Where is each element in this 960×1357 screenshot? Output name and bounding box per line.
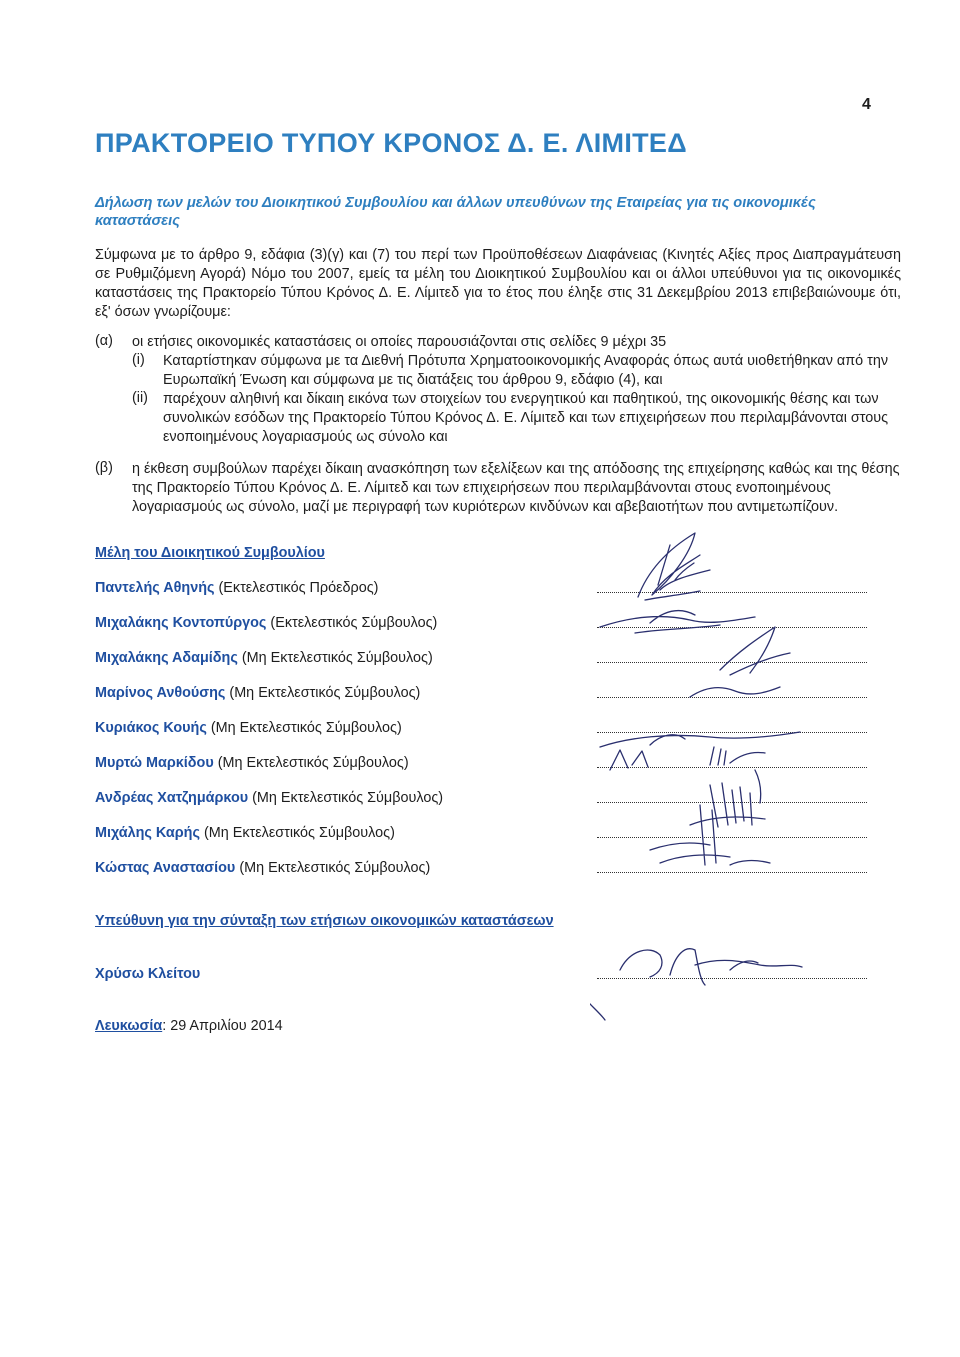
member-name: Κυριάκος Κουής [95, 720, 207, 736]
board-members-heading: Μέλη του Διοικητικού Συμβουλίου [95, 545, 325, 561]
item-a-ii-marker: (ii) [132, 390, 148, 406]
member-row [95, 825, 395, 841]
member-name: Ανδρέας Χατζημάρκου [95, 790, 249, 806]
member-name: Μιχαλάκης Αδαμίδης [95, 650, 238, 666]
member-role: (Μη Εκτελεστικός Σύμβουλος) [252, 790, 444, 806]
member-row [95, 580, 378, 596]
handwritten-signatures-icon [590, 525, 910, 1025]
item-a-ii-text: παρέχουν αληθινή και δίκαιη εικόνα των στοιχείων του ενεργητικού και παθητικού, της οικονομικής θέσης και των συνολικών εσόδων της Πρακτορείο Τύπου Κρόνος Δ. Ε. Λίμιτεδ και των επιχειρήσεων που περιλαμβάνονται στους ενοποιημένους λογαριασμούς ως σύνολο και [163, 391, 889, 445]
member-row [95, 685, 420, 701]
item-a-text: οι ετήσιες οικονομικές καταστάσεις οι οποίες παρουσιάζονται στις σελίδες 9 μέχρι 35 [132, 334, 667, 350]
responsible-name: Χρύσω Κλείτου [95, 966, 201, 982]
member-name: Μαρίνος Ανθούσης [95, 685, 226, 701]
member-name: Μιχάλης Καρής [95, 825, 200, 841]
item-a-i-text: Καταρτίστηκαν σύμφωνα με τα Διεθνή Πρότυπα Χρηματοοικονομικής Αναφοράς όπως αυτά υιοθετήθηκαν από την Ευρωπαϊκή Ένωση και σύμφωνα με τις διατάξεις του άρθρου 9, εδάφιο (4), και [163, 353, 889, 388]
member-row [95, 720, 402, 736]
member-row [95, 755, 409, 771]
member-role: (Μη Εκτελεστικός Σύμβουλος) [217, 755, 409, 771]
member-role: (Εκτελεστικός Σύμβουλος) [270, 615, 438, 631]
member-role: (Εκτελεστικός Πρόεδρος) [218, 580, 379, 596]
date-text: : 29 Απριλίου 2014 [162, 1018, 283, 1034]
member-role: (Μη Εκτελεστικός Σύμβουλος) [241, 650, 433, 666]
company-title: ΠΡΑΚΤΟΡΕΙΟ ΤΥΠΟΥ ΚΡΟΝΟΣ Δ. Ε. ΛΙΜΙΤΕΔ [95, 128, 687, 158]
member-role: (Μη Εκτελεστικός Σύμβουλος) [239, 860, 431, 876]
member-row [95, 650, 433, 666]
item-a-i-marker: (i) [132, 352, 145, 368]
member-role: (Μη Εκτελεστικός Σύμβουλος) [203, 825, 395, 841]
member-role: (Μη Εκτελεστικός Σύμβουλος) [210, 720, 402, 736]
intro-paragraph: Σύμφωνα με το άρθρο 9, εδάφια (3)(γ) και (7) του περί των Προϋποθέσεων Διαφάνειας (Κινητές Αξίες προς Διαπραγμάτευση σε Ρυθμιζόμενη Αγορά) Νόμο του 2007, εμείς τα μέλη του Διοικητικού Συμβουλίου και οι άλλοι υπεύθυνοι για τις οικονομικές καταστάσεις της Πρακτορείο Τύπου Κρόνος Δ. Ε. Λίμιτεδ για το έτος που έληξε στις 31 Δεκεμβρίου 2013 επιβεβαιώνουμε ότι, εξ' όσων γνωρίζουμε: [95, 247, 901, 320]
responsible-heading: Υπεύθυνη για την σύνταξη των ετήσιων οικονομικών καταστάσεων [95, 913, 554, 929]
member-name: Παντελής Αθηνής [95, 580, 215, 596]
member-row [95, 860, 430, 876]
member-name: Κώστας Αναστασίου [95, 860, 236, 876]
member-name: Μυρτώ Μαρκίδου [95, 755, 214, 771]
member-name: Μιχαλάκης Κοντοπύργος [95, 615, 267, 631]
member-row [95, 790, 443, 806]
page-number: 4 [862, 96, 871, 113]
member-row [95, 615, 437, 631]
place-date [95, 1018, 283, 1034]
member-role: (Μη Εκτελεστικός Σύμβουλος) [229, 685, 421, 701]
item-a-marker: (α) [95, 333, 113, 349]
item-b-marker: (β) [95, 460, 113, 476]
item-b-text: η έκθεση συμβούλων παρέχει δίκαιη ανασκόπηση των εξελίξεων και της απόδοσης της επιχείρησης καθώς και της θέσης της Πρακτορείο Τύπου Κρόνος Δ. Ε. Λίμιτεδ και των επιχειρήσεων που περιλαμβάνονται στους ενοποιημένους λογαριασμούς ως σύνολο, μαζί με περιγραφή των κυριότερων κινδύνων και αβεβαιοτήτων που αντιμετωπίζουν. [132, 461, 900, 515]
statement-subtitle: Δήλωση των μελών του Διοικητικού Συμβουλίου και άλλων υπευθύνων της Εταιρείας για τις οικονομικές καταστάσεις [95, 195, 816, 229]
place-label: Λευκωσία [95, 1018, 163, 1034]
